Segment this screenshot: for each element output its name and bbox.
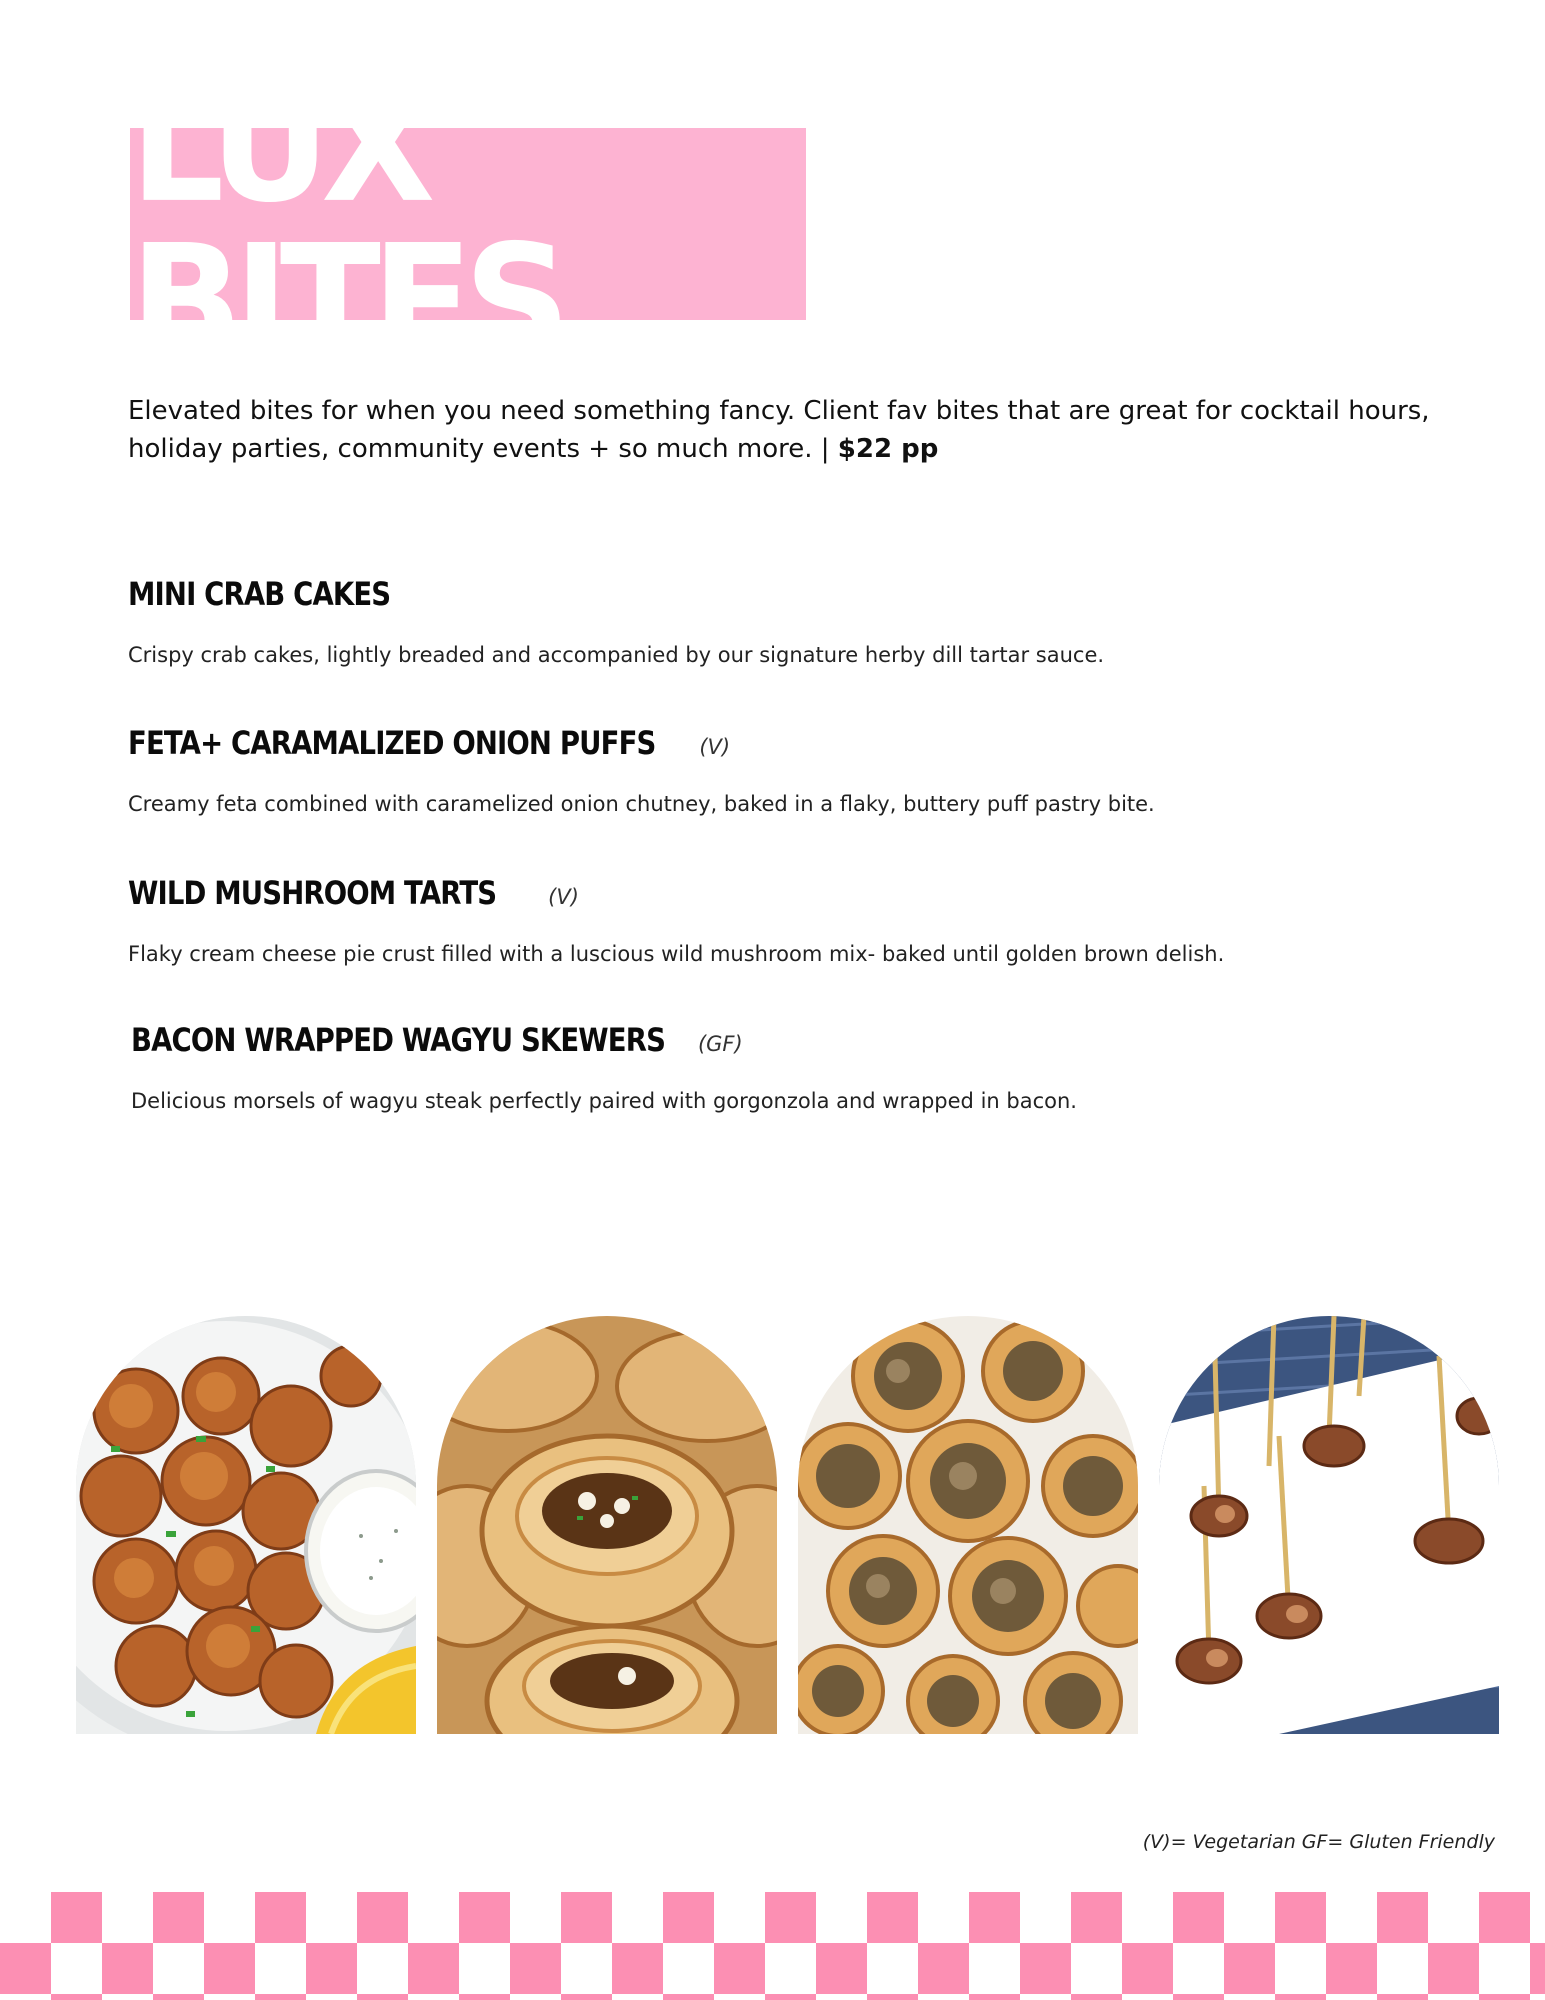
food-photo-row bbox=[0, 1312, 1545, 1734]
intro-paragraph bbox=[128, 392, 1448, 468]
feta-puffs-photo bbox=[437, 1316, 777, 1734]
wagyu-skewers-photo bbox=[1159, 1316, 1499, 1734]
page-title: LUX BITES bbox=[130, 56, 562, 392]
price-label: $22 pp bbox=[837, 434, 939, 464]
dietary-tag: (V) bbox=[699, 735, 731, 759]
intro-text: Elevated bites for when you need something fancy. Client fav bites that are great for cocktail hours, holiday parties, community events + so much more. | bbox=[128, 396, 1430, 464]
menu-item-feta-puffs bbox=[128, 724, 1458, 816]
crab-cakes-photo bbox=[76, 1316, 416, 1734]
checkered-border bbox=[0, 1892, 1545, 2000]
item-name: WILD MUSHROOM TARTS bbox=[128, 874, 497, 912]
item-description: Crispy crab cakes, lightly breaded and accompanied by our signature herby dill tartar sauce. bbox=[128, 643, 1105, 667]
menu-item-crab-cakes bbox=[128, 575, 1458, 667]
item-name: MINI CRAB CAKES bbox=[128, 575, 391, 613]
dietary-tag: (GF) bbox=[697, 1032, 743, 1056]
item-description: Flaky cream cheese pie crust filled with a luscious wild mushroom mix- baked until golden brown delish. bbox=[128, 942, 1225, 966]
title-banner bbox=[130, 56, 806, 392]
dietary-tag: (V) bbox=[548, 885, 579, 909]
item-name: FETA+ CARAMALIZED ONION PUFFS bbox=[128, 724, 656, 762]
item-description: Creamy feta combined with caramelized onion chutney, baked in a flaky, buttery puff pastry bite. bbox=[128, 792, 1155, 816]
item-name: BACON WRAPPED WAGYU SKEWERS bbox=[131, 1021, 666, 1059]
dietary-legend: (V)= Vegetarian GF= Gluten Friendly bbox=[1142, 1831, 1495, 1853]
item-description: Delicious morsels of wagyu steak perfectly paired with gorgonzola and wrapped in bacon. bbox=[131, 1089, 1077, 1113]
menu-item-mushroom-tarts bbox=[128, 874, 1458, 966]
mushroom-tarts-photo bbox=[798, 1316, 1138, 1734]
menu-item-wagyu-skewers bbox=[131, 1021, 1461, 1113]
